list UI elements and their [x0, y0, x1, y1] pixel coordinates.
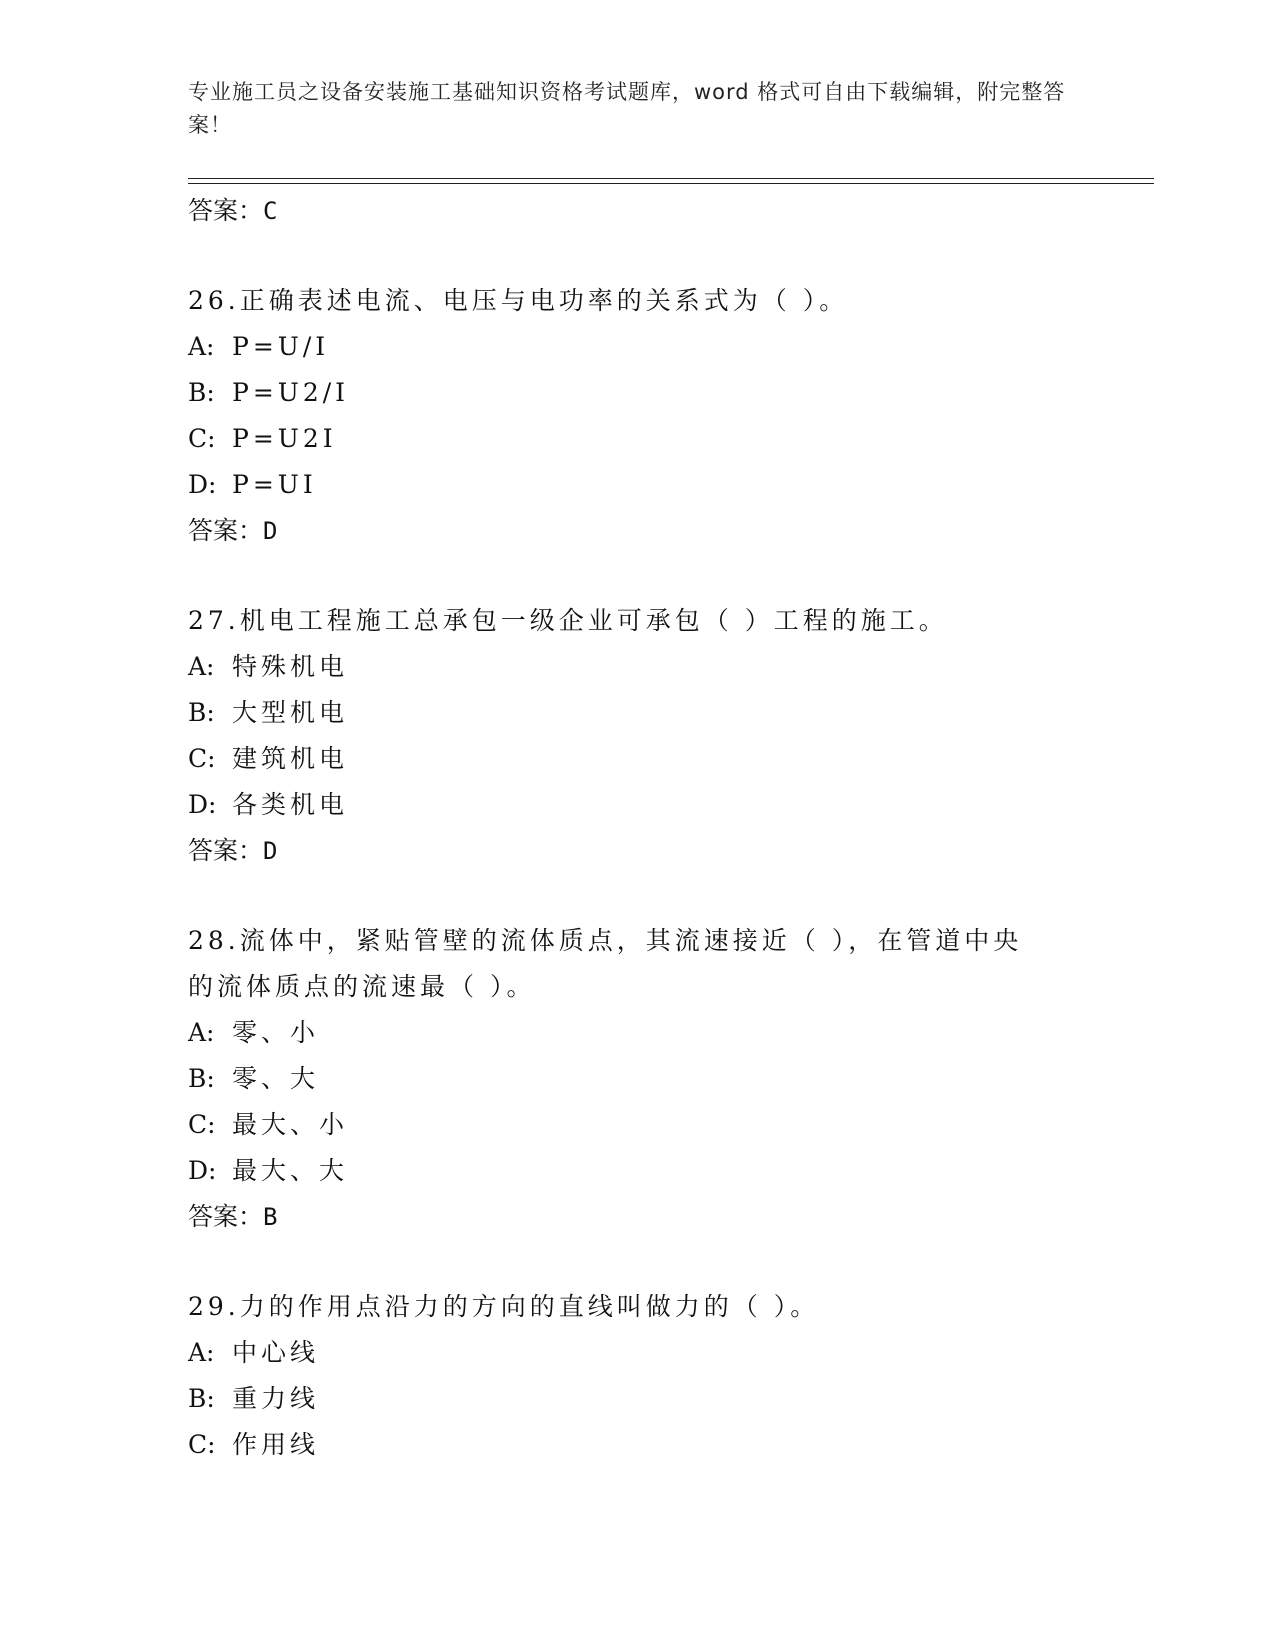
option-d: [188, 782, 1154, 828]
option-key: A:: [188, 1338, 215, 1367]
answer-line: [188, 1194, 1154, 1240]
option-text: 重力线: [232, 1384, 320, 1413]
question-27: [188, 598, 1154, 644]
answer-label: 答案：: [188, 196, 264, 225]
answer-value: D: [263, 837, 278, 865]
answer-value: B: [263, 1203, 278, 1231]
question-text: 正确表述电流、电压与电功率的关系式为（ ）。: [239, 286, 849, 315]
question-28: [188, 918, 1048, 1010]
option-key: B:: [188, 1064, 215, 1093]
option-key: C:: [188, 1430, 216, 1459]
option-c: [188, 416, 1154, 462]
answer-label: 答案：: [188, 516, 264, 545]
question-29: [188, 1284, 1154, 1330]
option-key: B:: [188, 698, 215, 727]
option-b: [188, 370, 1154, 416]
option-key: D:: [188, 1156, 217, 1185]
option-a: [188, 1330, 1154, 1376]
option-text: P=U/I: [232, 332, 330, 361]
question-number: 26.: [188, 286, 240, 315]
option-b: [188, 1056, 1154, 1102]
option-text: 中心线: [232, 1338, 320, 1367]
option-text: 最大、小: [232, 1110, 349, 1139]
question-text: 机电工程施工总承包一级企业可承包（ ）工程的施工。: [239, 606, 948, 635]
answer-line: [188, 188, 1154, 234]
option-text: 特殊机电: [232, 652, 349, 681]
option-text: 零、大: [232, 1064, 320, 1093]
option-text: 最大、大: [232, 1156, 349, 1185]
option-key: A:: [188, 1018, 215, 1047]
option-key: A:: [188, 332, 215, 361]
answer-line: [188, 508, 1154, 554]
option-text: 大型机电: [232, 698, 349, 727]
option-key: D:: [188, 790, 217, 819]
option-text: 零、小: [232, 1018, 320, 1047]
option-text: 作用线: [232, 1430, 320, 1459]
option-d: [188, 462, 1154, 508]
option-c: [188, 736, 1154, 782]
answer-value: C: [263, 197, 278, 225]
header-rule-top: [188, 178, 1154, 179]
question-number: 27.: [188, 606, 240, 635]
option-b: [188, 690, 1154, 736]
option-text: P=U2I: [232, 424, 337, 453]
option-key: B:: [188, 378, 215, 407]
document-header: 专业施工员之设备安装施工基础知识资格考试题库，word 格式可自由下载编辑，附完整答案！: [188, 80, 1066, 137]
option-key: A:: [188, 652, 215, 681]
option-key: C:: [188, 424, 216, 453]
option-a: [188, 644, 1154, 690]
answer-label: 答案：: [188, 836, 264, 865]
question-26: [188, 278, 1154, 324]
option-text: P=U2/I: [232, 378, 350, 407]
option-d: [188, 1148, 1154, 1194]
option-text: P=UI: [232, 470, 317, 499]
option-key: B:: [188, 1384, 215, 1413]
option-c: [188, 1102, 1154, 1148]
answer-label: 答案：: [188, 1202, 264, 1231]
header-rule-bottom: [188, 183, 1154, 184]
option-b: [188, 1376, 1154, 1422]
question-number: 29.: [188, 1292, 240, 1321]
option-text: 各类机电: [232, 790, 349, 819]
question-text: 流体中，紧贴管壁的流体质点，其流速接近（ ），在管道中央的流体质点的流速最（ ）。: [188, 926, 1023, 1001]
answer-line: [188, 828, 1154, 874]
question-list: [188, 188, 1154, 1468]
option-c: [188, 1422, 1154, 1468]
option-a: [188, 1010, 1154, 1056]
answer-value: D: [263, 517, 278, 545]
option-a: [188, 324, 1154, 370]
option-key: C:: [188, 1110, 216, 1139]
question-number: 28.: [188, 926, 240, 955]
option-key: D:: [188, 470, 217, 499]
question-text: 力的作用点沿力的方向的直线叫做力的（ ）。: [239, 1292, 820, 1321]
option-key: C:: [188, 744, 216, 773]
option-text: 建筑机电: [232, 744, 349, 773]
